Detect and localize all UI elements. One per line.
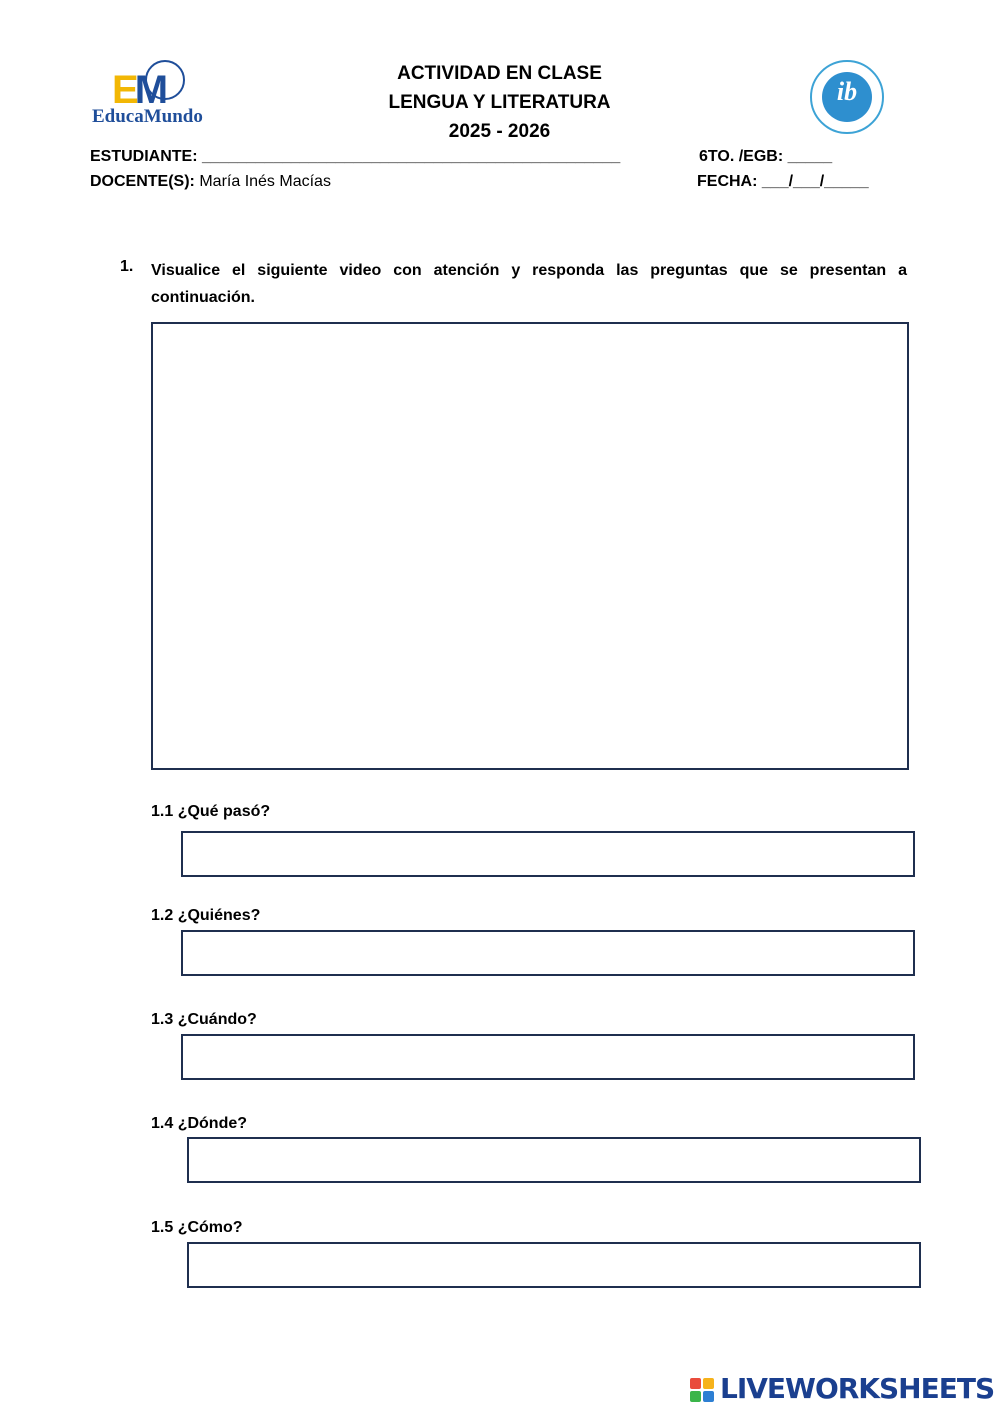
grade-line	[699, 148, 832, 166]
question-number: 1.	[120, 258, 134, 275]
answer-input-what[interactable]	[181, 831, 915, 877]
student-line	[90, 148, 620, 166]
teacher-line	[90, 173, 331, 191]
color-square	[690, 1378, 701, 1389]
teacher-label: DOCENTE(S):	[90, 173, 195, 190]
grade-label: 6TO. /EGB:	[699, 148, 784, 165]
answer-input-when[interactable]	[181, 1034, 915, 1080]
ib-mark: ib	[836, 77, 858, 106]
subquestion-label-where: 1.4 ¿Dónde?	[151, 1115, 248, 1132]
student-label: ESTUDIANTE:	[90, 148, 198, 165]
page-title: ACTIVIDAD EN CLASE	[397, 63, 602, 84]
color-square	[690, 1391, 701, 1402]
video-player-frame[interactable]	[151, 322, 909, 770]
em-monogram: EM	[112, 68, 165, 112]
teacher-name: María Inés Macías	[199, 173, 331, 190]
student-name-field[interactable]: _______________________________________________	[202, 148, 621, 165]
educamundo-wordmark: EducaMundo	[92, 106, 203, 127]
subquestion-label-who: 1.2 ¿Quiénes?	[151, 907, 261, 924]
date-label: FECHA:	[697, 173, 758, 190]
answer-input-who[interactable]	[181, 930, 915, 976]
liveworksheets-icon	[690, 1378, 716, 1402]
subquestion-label-what: 1.1 ¿Qué pasó?	[151, 803, 271, 820]
date-field[interactable]: ___/___/_____	[761, 173, 869, 190]
color-square	[703, 1391, 714, 1402]
subquestion-label-how: 1.5 ¿Cómo?	[151, 1219, 243, 1236]
subquestion-label-when: 1.3 ¿Cuándo?	[151, 1011, 257, 1028]
color-square	[703, 1378, 714, 1389]
school-year: 2025 - 2026	[448, 121, 551, 142]
question-text: Visualice el siguiente video con atención y responda las preguntas que se presentan a continuación.	[151, 262, 907, 306]
grade-field[interactable]: _____	[787, 148, 833, 165]
liveworksheets-wordmark: LIVEWORKSHEETS	[720, 1372, 995, 1405]
date-line	[697, 173, 869, 191]
answer-input-where[interactable]	[187, 1137, 921, 1183]
answer-input-how[interactable]	[187, 1242, 921, 1288]
subject-title: LENGUA Y LITERATURA	[388, 92, 611, 113]
